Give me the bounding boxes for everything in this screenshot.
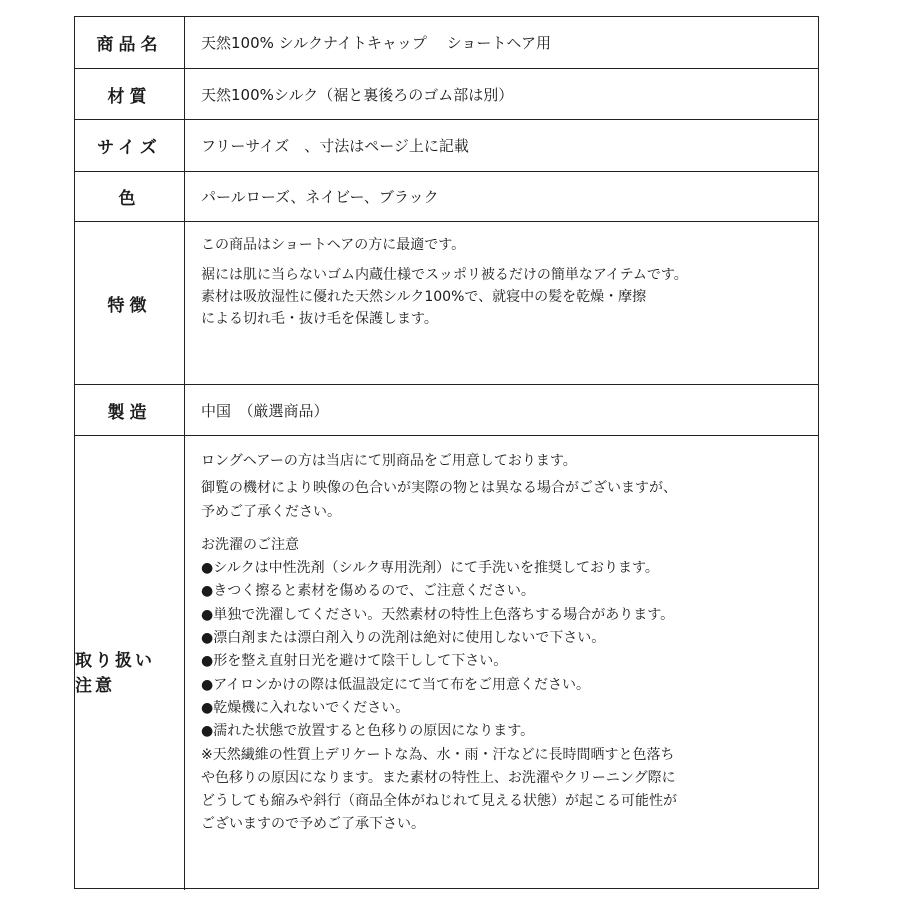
features-line: による切れ毛・抜け毛を保護します。: [201, 311, 438, 327]
label-size: サイズ: [75, 120, 185, 171]
label-handling-line1: 取り扱い: [75, 651, 155, 671]
handling-line: 御覧の機材により映像の色合いが実際の物とは異なる場合がございますが、: [201, 480, 677, 497]
handling-line: ●形を整え直射日光を避けて陰干しして下さい。: [201, 653, 508, 670]
row-color: [75, 172, 818, 222]
row-size: [75, 120, 818, 172]
label-handling: [75, 436, 185, 890]
handling-line: ※天然繊維の性質上デリケートな為、水・雨・汗などに長時間晒すと色落ち: [201, 746, 675, 763]
handling-heading: お洗濯のご注意: [201, 536, 299, 553]
label-features: 特徴: [75, 222, 185, 384]
handling-line: ●濡れた状態で放置すると色移りの原因になります。: [201, 723, 535, 740]
handling-line: ●単独で洗濯してください。天然素材の特性上色落ちする場合があります。: [201, 606, 675, 623]
handling-line: や色移りの原因になります。また素材の特性上、お洗濯やクリーニング際に: [201, 769, 676, 786]
handling-line: ●きつく擦ると素材を傷めるので、ご注意ください。: [201, 583, 535, 600]
handling-line: ●シルクは中性洗剤（シルク専用洗剤）にて手洗いを推奨しております。: [201, 560, 659, 577]
handling-line: ございますので予めご了承下さい。: [201, 816, 425, 833]
value-material: 天然100%シルク（裾と裏後ろのゴム部は別）: [201, 85, 514, 104]
label-product-name: 商品名: [75, 17, 185, 68]
handling-line: ●乾燥機に入れないでください。: [201, 699, 410, 716]
features-line: 裾には肌に当らないゴム内蔵仕様でスッポリ被るだけの簡単なアイテムです。: [201, 267, 688, 283]
features-line: 素材は吸放湿性に優れた天然シルク100%で、就寝中の髪を乾燥・摩擦: [201, 289, 647, 305]
value-product-name: 天然100% シルクナイトキャップ ショートヘア用: [201, 34, 551, 52]
label-handling-line2: 注意: [75, 676, 115, 696]
handling-line: どうしても縮みや斜行（商品全体がねじれて見える状態）が起こる可能性が: [201, 793, 677, 810]
row-features: [75, 222, 818, 385]
features-line: この商品はショートヘアの方に最適です。: [201, 237, 466, 253]
row-origin: [75, 385, 818, 436]
value-color: パールローズ、ネイビー、ブラック: [201, 188, 439, 206]
label-origin: 製造: [75, 385, 185, 435]
handling-line: ●漂白剤または漂白剤入りの洗剤は絶対に使用しないで下さい。: [201, 630, 606, 647]
label-material: 材質: [75, 69, 185, 119]
product-spec-table: [74, 16, 819, 889]
handling-line: 予めご了承ください。: [201, 503, 341, 520]
value-origin: 中国 （厳選商品）: [201, 401, 329, 420]
handling-line: ●アイロンかけの際は低温設定にて当て布をご用意ください。: [201, 676, 590, 693]
label-color: 色: [75, 172, 185, 221]
value-size: フリーサイズ 、寸法はページ上に記載: [201, 137, 469, 155]
features-text: [201, 222, 808, 396]
row-product-name: [75, 17, 818, 69]
row-handling: [75, 436, 818, 890]
handling-line: ロングヘアーの方は当店にて別商品をご用意しております。: [201, 453, 577, 469]
row-material: [75, 69, 818, 120]
handling-text: [201, 436, 808, 904]
